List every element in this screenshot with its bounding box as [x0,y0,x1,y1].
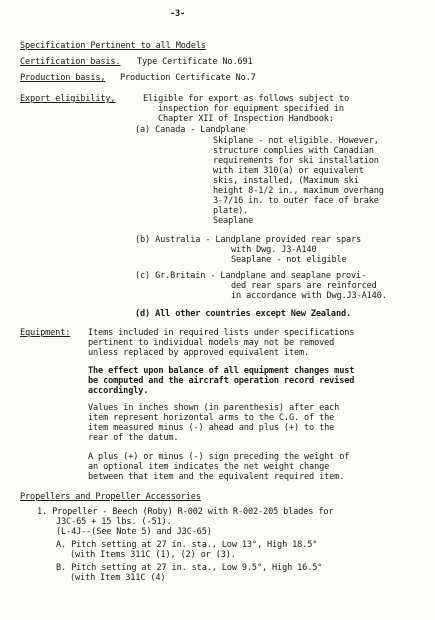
export-item-a-line: plate). [213,206,249,216]
propeller-item: 1. Propeller - Beech (Roby) R-002 with R-002-205 blades for [37,507,334,517]
equipment-paragraph-line: A plus (+) or minus (-) sign preceding the weight of [88,452,350,462]
export-label: Export eligibility, [20,94,116,104]
equipment-paragraph-line: pertinent to individual models may not be removed [88,338,335,348]
export-line: Chapter XII of Inspection Handbook: [158,114,334,124]
export-item-a-line: Skiplane - not eligible. However, [213,136,379,146]
equipment-paragraph-line: be computed and the aircraft operation record revised [88,376,355,386]
equipment-paragraph-line: Items included in required lists under specifications [88,328,355,338]
propeller-setting-b-line: (with Item 311C (4) [70,573,166,583]
export-item-c-line: ded rear spars are reinforced [231,281,377,291]
propeller-setting-a-line: (with Items 311C (1), (2) or (3). [70,550,236,560]
equipment-paragraph-line: between that item and the equivalent required item. [88,472,345,482]
export-line: Eligible for export as follows subject to [143,94,349,104]
export-item-a-line: requirements for ski installation [213,156,379,166]
certification-label: Certification basis. [20,57,121,67]
propeller-item-line: J3C-65 + 15 lbs. (-51). [56,517,172,527]
export-item-a-line: structure complies with Canadian [213,146,374,156]
export-item-b-line: Seaplane - not eligible [231,255,347,265]
page-number: -3- [170,9,186,19]
equipment-paragraph-line: unless replaced by approved equivalent item. [88,348,310,358]
propeller-item-line: (L-4J--(See Note 5) and J3C-65) [56,527,212,537]
export-item-c: (c) Gr.Britain - Landplane and seaplane provi- [135,271,367,281]
export-item-a: (a) Canada - Landplane [135,125,246,135]
equipment-paragraph-line: accordingly. [88,386,149,396]
export-item-b: (b) Australia - Landplane provided rear spars [135,235,362,245]
production-label: Production basis, [20,73,106,83]
export-item-a-line: 3-7/16 in. to outer face of brake [213,196,379,206]
propeller-setting-a: A. Pitch setting at 27 in. sta., Low 13°, High 18.5° [56,540,318,550]
export-item-d: (d) All other countries except New Zealand. [135,309,352,319]
export-item-a-line: height 8-1/2 in., maximum overhang [213,186,384,196]
certification-text: Type Certificate No.691 [137,57,253,67]
export-item-c-line: in accordance with Dwg.J3-A140. [231,291,387,301]
equipment-label: Equipment: [20,328,71,338]
equipment-paragraph-line: rear of the datum. [88,433,179,443]
equipment-paragraph-line: item measured minus (-) ahead and plus (+) to the [88,423,335,433]
export-line: inspection for equipment specified in [158,104,344,114]
equipment-paragraph-line: The effect upon balance of all equipment changes must [88,366,355,376]
propellers-heading: Propellers and Propeller Accessories [20,492,201,502]
propeller-setting-b: B. Pitch setting at 27 in. sta., Low 9.5°, High 16.5° [56,563,323,573]
export-item-a-line: Seaplane [213,216,254,226]
equipment-paragraph-line: Values in inches shown (in parenthesis) after each [88,403,340,413]
section-heading: Specification Pertinent to all Models [20,41,206,51]
production-text: Production Certificate No.7 [120,73,256,83]
export-item-b-line: with Dwg. J3-A140 [231,245,317,255]
export-item-a-line: with item 310(a) or equivalent [213,166,364,176]
equipment-paragraph-line: item represent horizontal arms to the C.G. of the [88,413,335,423]
equipment-paragraph-line: an optional item indicates the net weight change [88,462,330,472]
export-item-a-line: skis, installed, (Maximum ski [213,176,359,186]
